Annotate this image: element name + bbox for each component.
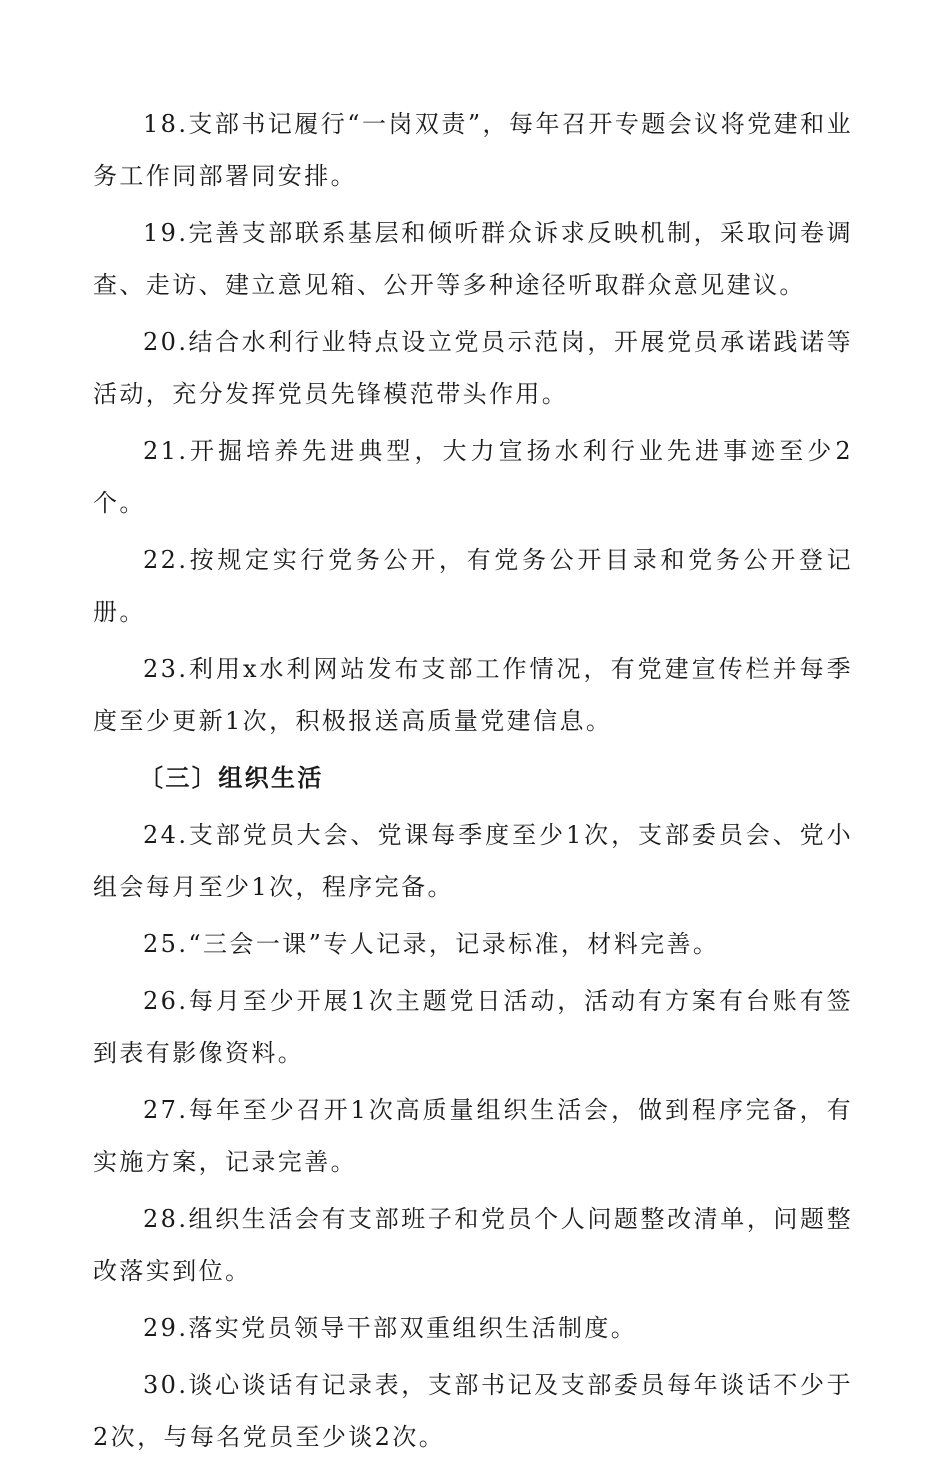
- item-27: 27.每年至少召开1次高质量组织生活会，做到程序完备，有实施方案，记录完善。: [93, 1096, 853, 1176]
- item-26: 26.每月至少开展1次主题党日活动，活动有方案有台账有签到表有影像资料。: [93, 987, 853, 1067]
- item-22: 22.按规定实行党务公开，有党务公开目录和党务公开登记册。: [93, 546, 853, 626]
- section-heading-organization-life: 〔三〕组织生活: [139, 764, 324, 792]
- item-25: 25.“三会一课”专人记录，记录标准，材料完善。: [143, 930, 720, 958]
- item-19: 19.完善支部联系基层和倾听群众诉求反映机制，采取问卷调查、走访、建立意见箱、公开等多种途径听取群众意见建议。: [93, 219, 853, 299]
- item-23: 23.利用x水利网站发布支部工作情况，有党建宣传栏并每季度至少更新1次，积极报送高质量党建信息。: [93, 655, 853, 735]
- item-28: 28.组织生活会有支部班子和党员个人问题整改清单，问题整改落实到位。: [93, 1205, 853, 1285]
- document-body: [93, 98, 853, 1468]
- item-24: 24.支部党员大会、党课每季度至少1次，支部委员会、党小组会每月至少1次，程序完备。: [93, 821, 853, 901]
- item-29: 29.落实党员领导干部双重组织生活制度。: [143, 1314, 638, 1342]
- item-18: 18.支部书记履行“一岗双责”，每年召开专题会议将党建和业务工作同部署同安排。: [93, 110, 853, 190]
- item-20: 20.结合水利行业特点设立党员示范岗，开展党员承诺践诺等活动，充分发挥党员先锋模范带头作用。: [93, 328, 853, 408]
- item-21: 21.开掘培养先进典型，大力宣扬水利行业先进事迹至少2个。: [93, 437, 853, 517]
- item-30: 30.谈心谈话有记录表，支部书记及支部委员每年谈话不少于2次，与每名党员至少谈2次。: [93, 1371, 853, 1451]
